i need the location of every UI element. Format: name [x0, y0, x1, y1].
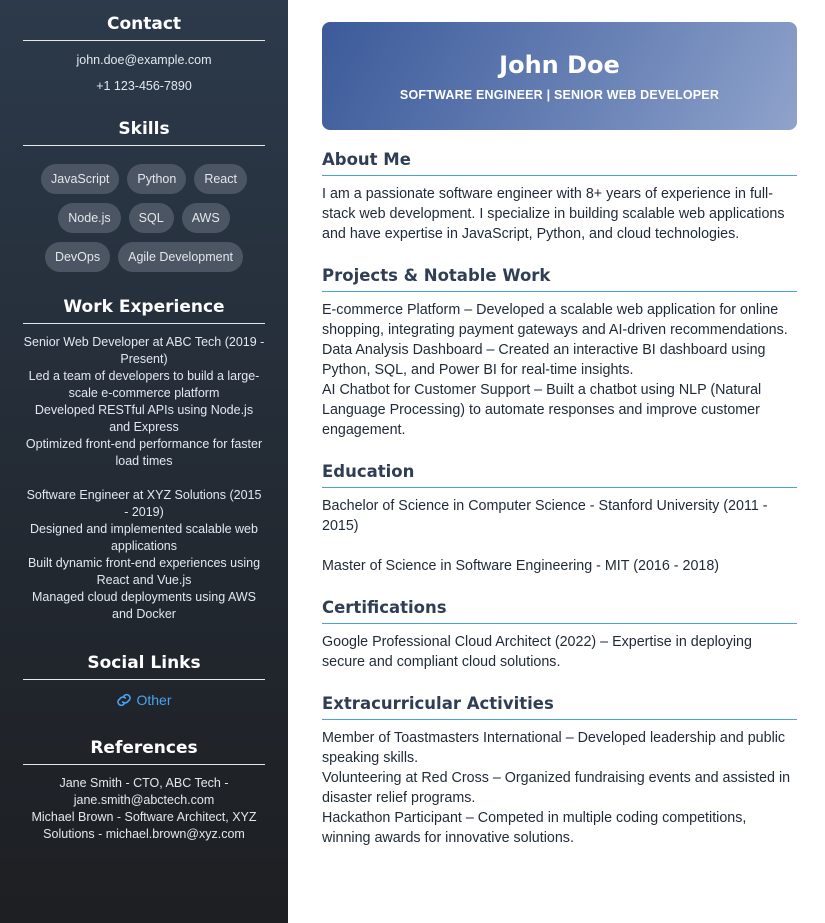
skill-tag: SQL [129, 203, 174, 233]
activity-item: Hackathon Participant – Competed in multiple coding competitions, winning awards for innovative solutions. [322, 810, 747, 846]
about-section [322, 150, 797, 244]
sidebar [0, 0, 288, 923]
skill-tag: DevOps [45, 242, 110, 272]
contact-title: Contact [23, 14, 265, 41]
work-section [23, 297, 265, 623]
references-section [23, 738, 265, 843]
certification-item: Google Professional Cloud Architect (2022) – Expertise in deploying secure and compliant cloud solutions. [322, 634, 752, 670]
job-point: Optimized front-end performance for faster load times [25, 437, 263, 468]
job-point: Led a team of developers to build a large-scale e-commerce platform [28, 369, 260, 400]
job-point: Developed RESTful APIs using Node.js and Express [34, 403, 254, 434]
project-item: Data Analysis Dashboard – Created an interactive BI dashboard using Python, SQL, and Power BI for real-time insights. [322, 342, 766, 378]
name-title: John Doe [499, 51, 620, 79]
project-item: E-commerce Platform – Developed a scalable web application for online shopping, integrating payment gateways and AI-driven recommendations. [322, 302, 788, 338]
activity-item: Member of Toastmasters International – Developed leadership and public speaking skills. [322, 730, 786, 766]
job-point: Managed cloud deployments using AWS and Docker [32, 590, 256, 621]
header-card [322, 22, 797, 130]
activity-item: Volunteering at Red Cross – Organized fundraising events and assisted in disaster relief programs. [322, 770, 791, 806]
education-item: Master of Science in Software Engineering - MIT (2016 - 2018) [322, 558, 720, 574]
skills-section [23, 119, 265, 272]
job-entry [23, 487, 265, 623]
role-subtitle: SOFTWARE ENGINEER | SENIOR WEB DEVELOPER [399, 88, 720, 102]
contact-phone[interactable]: +1 123-456-7890 [96, 79, 192, 93]
activities-title: Extracurricular Activities [322, 694, 797, 720]
social-link-label[interactable]: Other [136, 692, 172, 708]
job-point: Built dynamic front-end experiences using React and Vue.js [27, 556, 261, 587]
contact-email[interactable]: john.doe@example.com [76, 53, 212, 67]
skills-list [23, 162, 265, 272]
skill-tag: JavaScript [41, 164, 119, 194]
reference-item: Jane Smith - CTO, ABC Tech - jane.smith@abctech.com [59, 776, 229, 807]
education-section [322, 462, 797, 576]
education-title: Education [322, 462, 797, 488]
job-heading: Software Engineer at XYZ Solutions (2015 - 2019) [26, 488, 262, 519]
work-title: Work Experience [23, 297, 265, 324]
skill-tag: React [194, 164, 247, 194]
projects-section [322, 266, 797, 440]
certifications-title: Certifications [322, 598, 797, 624]
education-item: Bachelor of Science in Computer Science - Stanford University (2011 - 2015) [322, 498, 768, 534]
skill-tag: Python [127, 164, 186, 194]
about-title: About Me [322, 150, 797, 176]
social-title: Social Links [23, 653, 265, 680]
job-point: Designed and implemented scalable web applications [30, 522, 258, 553]
skill-tag: AWS [182, 203, 230, 233]
job-entry [23, 334, 265, 470]
references-title: References [23, 738, 265, 765]
contact-section [23, 14, 265, 99]
job-heading: Senior Web Developer at ABC Tech (2019 - Present) [23, 335, 265, 366]
certifications-section [322, 598, 797, 672]
skill-tag: Node.js [58, 203, 120, 233]
link-icon [116, 693, 132, 707]
about-text: I am a passionate software engineer with 8+ years of experience in full-stack web development. I specialize in building scalable web applications and have expertise in JavaScript, Python, and cloud technologies. [322, 186, 785, 242]
projects-title: Projects & Notable Work [322, 266, 797, 292]
skill-tag: Agile Development [118, 242, 243, 272]
main-content [322, 22, 797, 848]
project-item: AI Chatbot for Customer Support – Built a chatbot using NLP (Natural Language Processing) to automate responses and improve customer engagement. [322, 382, 762, 438]
social-link-other[interactable] [23, 690, 265, 710]
activities-section [322, 694, 797, 848]
reference-item: Michael Brown - Software Architect, XYZ Solutions - michael.brown@xyz.com [31, 810, 257, 841]
social-section [23, 653, 265, 710]
skills-title: Skills [23, 119, 265, 146]
